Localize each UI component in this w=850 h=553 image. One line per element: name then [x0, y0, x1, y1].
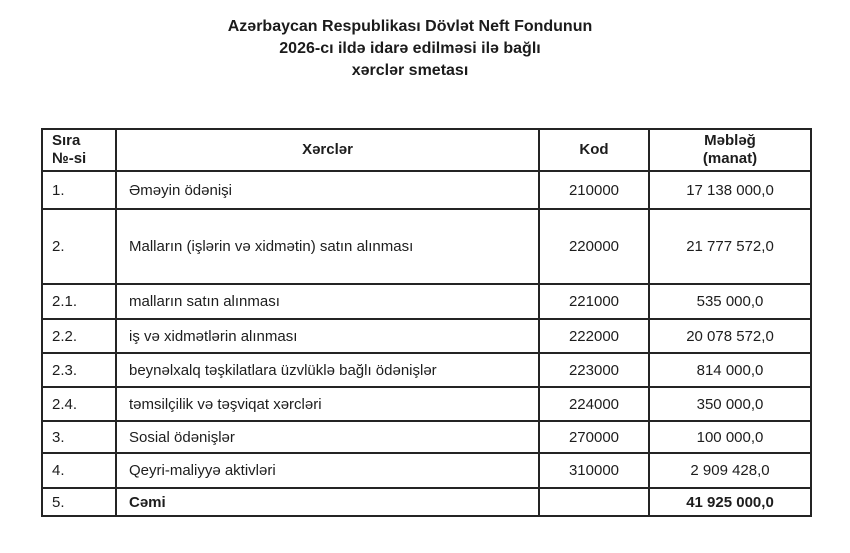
code-cell: 310000 [539, 453, 649, 488]
table-row [42, 209, 811, 284]
code-cell: 221000 [539, 284, 649, 319]
header-amount-line1: Məbləğ [704, 132, 756, 149]
row-number-cell: 2. [42, 209, 116, 284]
row-number-cell: 5. [42, 488, 116, 516]
amount-cell: 814 000,0 [649, 353, 811, 387]
amount-cell: 350 000,0 [649, 387, 811, 421]
header-amount [649, 129, 811, 171]
table-row [42, 421, 811, 453]
row-number-cell: 2.4. [42, 387, 116, 421]
header-amount-line2: (manat) [702, 150, 758, 167]
code-cell: 223000 [539, 353, 649, 387]
row-number-cell: 1. [42, 171, 116, 209]
code-cell [539, 488, 649, 516]
amount-cell: 17 138 000,0 [649, 171, 811, 209]
table-row [42, 284, 811, 319]
table-row [42, 319, 811, 353]
header-expenses: Xərclər [116, 129, 539, 171]
table-row [42, 387, 811, 421]
row-number-cell: 3. [42, 421, 116, 453]
amount-cell: 535 000,0 [649, 284, 811, 319]
header-row-number [42, 129, 116, 171]
document-title [40, 16, 780, 82]
amount-cell: 41 925 000,0 [649, 488, 811, 516]
table-total-row [42, 488, 811, 516]
title-line-1: Azərbaycan Respublikası Dövlət Neft Fondunun [227, 18, 593, 35]
code-cell: 222000 [539, 319, 649, 353]
amount-cell: 20 078 572,0 [649, 319, 811, 353]
table-row [42, 353, 811, 387]
expense-cell: Sosial ödənişlər [116, 421, 539, 453]
expense-cell: Qeyri-maliyyə aktivləri [116, 453, 539, 488]
expense-cell: Əməyin ödənişi [116, 171, 539, 209]
header-row-number-line2: №-si [52, 150, 87, 167]
amount-cell: 2 909 428,0 [649, 453, 811, 488]
amount-cell: 100 000,0 [649, 421, 811, 453]
row-number-cell: 4. [42, 453, 116, 488]
header-row-number-line1: Sıra [52, 132, 81, 149]
title-line-3: xərclər smetası [351, 62, 469, 79]
title-line-2: 2026-cı ildə idarə edilməsi ilə bağlı [279, 40, 541, 57]
amount-cell: 21 777 572,0 [649, 209, 811, 284]
expense-cell: Malların (işlərin və xidmətin) satın alınması [116, 209, 539, 284]
table-row [42, 453, 811, 488]
row-number-cell: 2.2. [42, 319, 116, 353]
expense-cell: malların satın alınması [116, 284, 539, 319]
expense-cell: Cəmi [116, 488, 539, 516]
table-row [42, 171, 811, 209]
row-number-cell: 2.3. [42, 353, 116, 387]
expense-table [41, 128, 812, 517]
table-header-row [42, 129, 811, 171]
header-code: Kod [539, 129, 649, 171]
code-cell: 224000 [539, 387, 649, 421]
code-cell: 210000 [539, 171, 649, 209]
code-cell: 220000 [539, 209, 649, 284]
row-number-cell: 2.1. [42, 284, 116, 319]
expense-cell: beynəlxalq təşkilatlara üzvlüklə bağlı ödənişlər [116, 353, 539, 387]
expense-cell: təmsilçilik və təşviqat xərcləri [116, 387, 539, 421]
code-cell: 270000 [539, 421, 649, 453]
expense-cell: iş və xidmətlərin alınması [116, 319, 539, 353]
